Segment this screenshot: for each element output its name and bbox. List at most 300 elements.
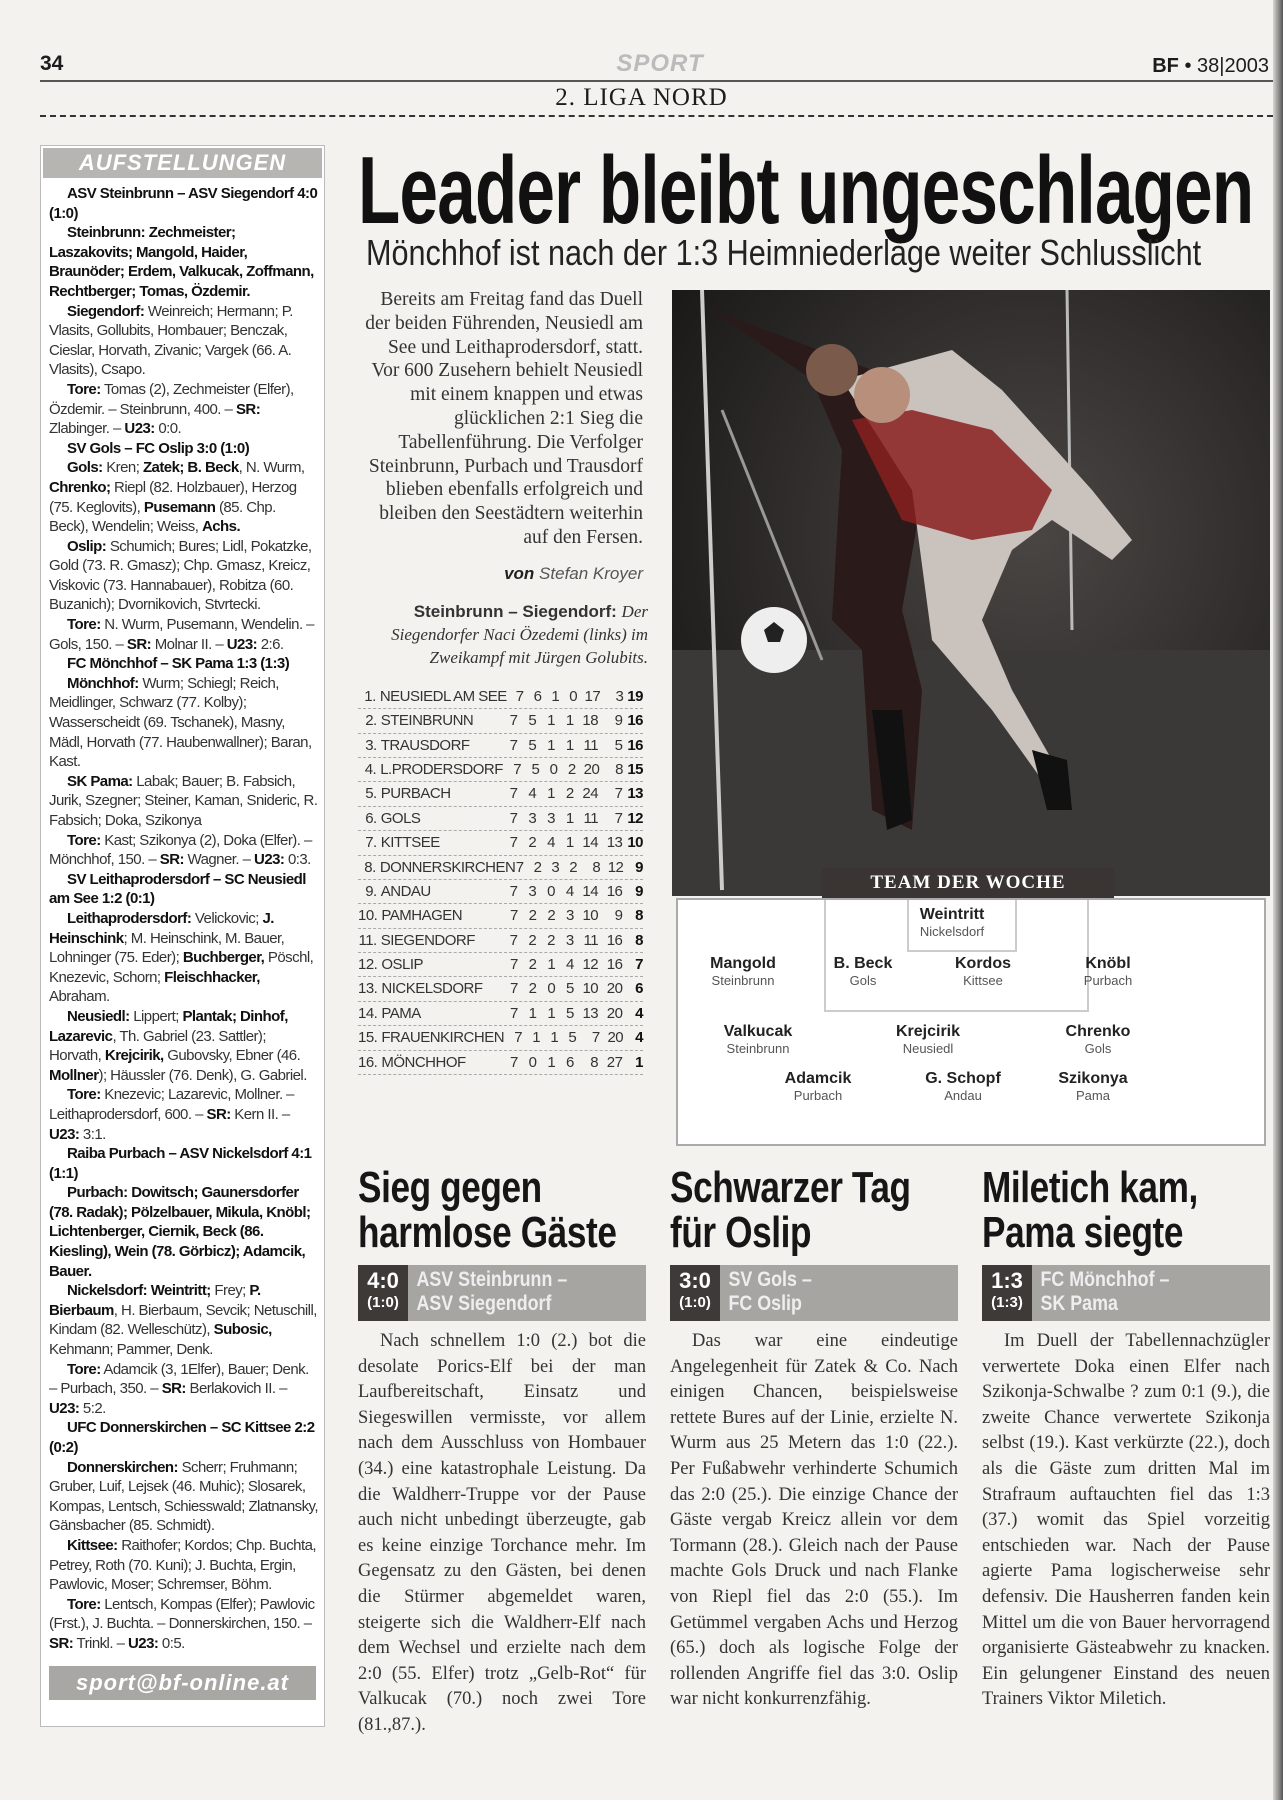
played: 7	[509, 1004, 518, 1022]
goals-against: 20	[606, 1004, 623, 1022]
goals-against: 5	[614, 736, 623, 754]
team-of-week-player	[1033, 1023, 1163, 1057]
lineup-text: Berlakovich II. –	[185, 1380, 287, 1398]
lineup-bold-text: Tore:	[67, 1360, 101, 1378]
lineup-paragraph	[49, 184, 318, 223]
lineup-paragraph	[49, 1418, 318, 1457]
player-club: Neusiedl	[902, 1041, 954, 1056]
lineup-bold-text: Nickelsdorf: Weintritt;	[67, 1282, 211, 1300]
lineup-text: Lippert;	[129, 1007, 183, 1025]
lineup-text: Wagner. –	[183, 851, 255, 869]
lineup-text: 0:3.	[284, 851, 311, 869]
rank: 6.	[365, 809, 377, 827]
rank: 1.	[364, 687, 376, 705]
lineup-paragraph	[49, 1281, 318, 1359]
team-name: ANDAU	[380, 882, 431, 900]
score-bar	[670, 1265, 958, 1321]
intro-text: Bereits am Freitag fand das Duell der beiden Führenden, Neusiedl am See und Leithaprodersdorf, statt. Vor 600 Zusehern behielt Neusiedl mit einem knappen und etwas glücklichen 2:1 Sieg die Tabellenführung. Die Verfolger Steinbrunn, Purbach und Trausdorf blieben ebenfalls erfolgreich und bleiben den Seestädtern weiterhin auf den Fersen.	[365, 289, 643, 548]
losses: 4	[566, 956, 574, 974]
lineup-bold-text: Raiba Purbach – ASV Nickelsdorf 4:1 (1:1)	[49, 1145, 312, 1182]
lineup-paragraph	[49, 1007, 318, 1085]
report-text: Das war eine eindeutige Angelegenheit für Zatek & Co. Nach einigen Chancen, beispielsweise rettete Bures auf der Linie, erzielte N. Wurm aus 25 Metern das 1:0 (22.). Per Fußabwehr verhinderte Schumich das 2:0 (25.). Die einzige Chance der Gäste vergab Kreicz allein vor dem Tormann (28.). Gleich nach der Pause machte Gols Druck und nach Flanke von Riepl fiel das 2:0 (55.). Im Getümmel vergaben Achs und Herzog (65.) doch als logische Folge der rollenden Angriffe fiel das 3:0. Oslip war nicht konkurrenzfähig.	[670, 1331, 958, 1710]
halftime-score: (1:0)	[679, 1294, 711, 1311]
lineup-text: Pöschl, Knezevic, Schorn;	[49, 949, 314, 986]
lineup-paragraph	[49, 458, 318, 536]
player-club: Purbach	[1083, 973, 1133, 988]
losses: 2	[565, 785, 574, 803]
team-name: KITTSEE	[380, 834, 440, 852]
played: 7	[514, 1029, 523, 1047]
wins: 5	[531, 760, 540, 778]
lineup-text: Wurm; Schiegl; Reich, Meidlinger, Schwarz (77. Kolby); Wasserscheidt (69. Tschanek), Masny, Mädl, Horvath (77. Haubenwallner); Baran, Kast.	[49, 674, 312, 771]
lineup-text: Velickovic;	[191, 909, 263, 927]
lineup-bold-text: UFC Donnerskirchen – SC Kittsee 2:2 (0:2)	[49, 1419, 315, 1456]
lineup-bold-text: U23:	[49, 1399, 80, 1417]
wins: 1	[528, 1004, 537, 1022]
issue-info: BF • 38|2003	[1152, 55, 1269, 77]
player-name: Mangold	[710, 955, 776, 972]
lineup-paragraph	[49, 223, 318, 301]
header-rule	[40, 80, 1273, 82]
lineup-bold-text: Tore:	[67, 616, 101, 634]
lineup-text: Trinkl. –	[73, 1634, 128, 1652]
player-club: Gols	[849, 973, 877, 988]
losses: 5	[566, 980, 574, 998]
losses: 6	[566, 1053, 574, 1071]
main-headline: Leader bleibt ungeschlagen	[358, 137, 1254, 244]
goals-for: 11	[583, 931, 599, 949]
team-name: PURBACH	[380, 785, 451, 803]
player-club: Steinbrunn	[711, 973, 775, 988]
goals-for: 10	[582, 907, 599, 925]
lineup-paragraph	[49, 615, 318, 654]
away-team: ASV Siegendorf	[416, 1292, 552, 1315]
lineup-text: Zlabinger. –	[49, 420, 125, 438]
goals-for: 11	[583, 809, 599, 827]
lineup-bold-text: SR:	[126, 635, 152, 653]
lineup-bold-text: ASV Steinbrunn – ASV Siegendorf 4:0 (1:0)	[49, 185, 318, 222]
lineup-bold-text: P. Bierbaum	[49, 1282, 261, 1319]
rank: 14.	[358, 1004, 378, 1022]
lineup-bold-text: Purbach: Dowitsch; Gaunersdorfer (78. Radak); Pölzelbauer, Mikula, Knöbl; Lichtenberger, Ciernik, Beck (86. Kiesling), Wein (78. Görbicz); Adamcik, Bauer.	[49, 1184, 311, 1280]
wins: 1	[532, 1029, 541, 1047]
lineup-text: 5:2.	[79, 1399, 106, 1417]
lineup-text: ); Häussler (76. Denk), G. Gabriel.	[98, 1066, 307, 1084]
final-score: 4:0	[367, 1268, 399, 1293]
home-team: ASV Steinbrunn –	[416, 1268, 568, 1291]
played: 7	[509, 956, 518, 974]
played: 7	[509, 712, 518, 730]
points: 9	[635, 858, 643, 876]
lineup-text: Raithofer; Kordos; Chp. Buchta, Petrey, Roth (70. Kuni); J. Buchta, Ergin, Pawlovic, Moser; Schremser, Böhm.	[49, 1536, 316, 1594]
lineup-bold-text: SV Leithaprodersdorf – SC Neusiedl am See 1:2 (0:1)	[49, 870, 306, 908]
team-name: STEINBRUNN	[380, 712, 474, 730]
rank: 11.	[358, 931, 377, 949]
lineup-paragraph	[49, 1458, 318, 1536]
lineup-bold-text: Mollner	[49, 1066, 99, 1084]
lineup-bold-text: Kittsee:	[67, 1536, 118, 1554]
lineup-bold-text: SK Pama:	[67, 772, 133, 790]
lineup-bold-text: Oslip:	[67, 537, 107, 555]
draws: 1	[550, 1029, 559, 1047]
lineup-text: Knezevic; Lazarevic, Mollner. – Leithaprodersdorf, 600. –	[49, 1086, 294, 1123]
played: 7	[509, 785, 518, 803]
score-box	[670, 1265, 720, 1321]
played: 7	[509, 736, 518, 754]
losses: 4	[565, 882, 574, 900]
goals-for: 14	[582, 834, 599, 852]
lineup-paragraph	[49, 654, 318, 674]
played: 7	[509, 809, 518, 827]
score-box	[982, 1265, 1032, 1321]
away-team: FC Oslip	[728, 1292, 802, 1315]
standings-row	[358, 1002, 643, 1026]
match-teams	[1032, 1265, 1169, 1321]
byline-prefix: von	[504, 563, 535, 583]
lineup-text: , Th. Gabriel (23. Sattler); Horvath,	[49, 1027, 266, 1065]
wins: 0	[528, 1053, 537, 1071]
losses: 3	[565, 931, 574, 949]
lineup-bold-text: SR:	[161, 1380, 186, 1398]
team-of-week-player	[1043, 955, 1173, 989]
goals-against: 20	[606, 980, 623, 998]
lineup-text: Kern II. –	[230, 1105, 290, 1123]
lineup-bold-text: Leithaprodersdorf:	[67, 909, 192, 927]
lineup-text: Labak; Bauer; B. Fabsich, Jurik, Szegner; Steiner, Kaman, Snideric, R. Fabsich; Doka, Szikonya	[49, 772, 318, 829]
lineup-bold-text: Chrenko;	[49, 478, 111, 496]
draws: 1	[547, 736, 555, 754]
goals-against: 9	[614, 712, 623, 730]
goals-for: 24	[582, 785, 599, 803]
dashed-rule	[40, 115, 1283, 117]
wins: 2	[528, 931, 537, 949]
report-text: Nach schnellem 1:0 (2.) bot die desolate Porics-Elf bei der man Laufbereitschaft, Einsatz und Siegeswillen vermisste, vor allem nach dem Ausschluss von Hombauer (34.) eine katastrophale Leistung. Da die Waldherr-Truppe vor der Pause auch nicht unbedingt überzeugte, gab es keine einzige Torchance mehr. Im Gegensatz zu den Gästen, bei denen die Stürmer abgemeldet waren, steigerte sich die Waldherr-Elf nach dem Wechsel und erzielte nach dem 2:0 (55. Elfer) trotz „Gelb-Rot“ für Valkucak (70.) noch zwei Tore (81.,87.).	[358, 1331, 646, 1735]
lineup-bold-text: U23:	[226, 635, 258, 653]
lineup-text: , N. Wurm,	[238, 459, 305, 477]
team-of-week-player	[863, 1023, 993, 1057]
wins: 5	[528, 736, 537, 754]
team-of-week-box	[676, 898, 1266, 1146]
goals-against: 13	[606, 834, 623, 852]
lineup-text: N. Wurm, Pusemann, Wendelin. – Gols, 150. –	[49, 616, 314, 653]
lineup-paragraph	[49, 1085, 318, 1144]
rank: 4.	[364, 760, 377, 778]
lineup-bold-text: Pusemann	[143, 498, 216, 516]
losses: 1	[565, 809, 574, 827]
losses: 5	[568, 1029, 577, 1047]
rank: 3.	[365, 736, 377, 754]
draws: 0	[547, 882, 555, 900]
lineup-text: 2:6.	[257, 635, 284, 653]
lineup-paragraph	[49, 1536, 318, 1595]
lineup-text: Kren;	[102, 459, 143, 477]
lineup-paragraph	[49, 439, 318, 459]
goals-for: 13	[582, 1004, 599, 1022]
losses: 2	[567, 760, 576, 778]
losses: 3	[566, 907, 574, 925]
goals-for: 14	[582, 882, 599, 900]
standings-row	[358, 929, 643, 953]
rank: 12.	[358, 956, 378, 974]
standings-row	[358, 953, 643, 977]
goals-for: 18	[582, 712, 599, 730]
player-name: Kordos	[955, 955, 1011, 972]
score-box	[358, 1265, 408, 1321]
league-title: 2. LIGA NORD	[555, 84, 728, 111]
losses: 0	[569, 687, 578, 705]
match-photo	[672, 290, 1270, 896]
score-bar	[982, 1265, 1270, 1321]
team-name: MÖNCHHOF	[381, 1053, 466, 1071]
team-name: NICKELSDORF	[381, 980, 483, 998]
lineup-bold-text: Donnerskirchen:	[67, 1458, 178, 1476]
lineup-text: Adamcik (3, 1Elfer), Bauer; Denk. – Purbach, 350. –	[49, 1360, 309, 1398]
final-score: 3:0	[679, 1268, 711, 1293]
played: 7	[509, 1053, 518, 1071]
wins: 2	[533, 858, 542, 876]
issue-number: 38	[1197, 55, 1220, 77]
player-name: Szikonya	[1058, 1070, 1128, 1087]
played: 7	[509, 834, 518, 852]
lineup-text: Kehmann; Pammer, Denk.	[49, 1341, 213, 1359]
lineup-bold-text: SR:	[49, 1634, 74, 1652]
goals-for: 10	[582, 980, 599, 998]
away-team: SK Pama	[1040, 1292, 1118, 1315]
lineup-bold-text: SV Gols – FC Oslip 3:0 (1:0)	[67, 439, 250, 457]
player-name: G. Schopf	[925, 1070, 1001, 1087]
section-title: SPORT	[616, 50, 704, 77]
points: 8	[635, 931, 644, 949]
wins: 2	[528, 956, 537, 974]
goals-for: 8	[590, 1053, 599, 1071]
page-edge	[1273, 0, 1283, 1800]
played: 7	[513, 760, 522, 778]
wins: 3	[528, 882, 537, 900]
draws: 3	[551, 858, 560, 876]
report-headline: Schwarzer Tag für Oslip	[670, 1163, 911, 1257]
team-of-week-player	[798, 955, 928, 989]
standings-row	[358, 685, 643, 709]
match-teams	[408, 1265, 567, 1321]
halftime-score: (1:3)	[991, 1294, 1023, 1311]
lineup-bold-text: Steinbrunn: Zechmeister; Laszakovits; Mangold, Haider, Braunöder; Erdem, Valkucak, Zoffmann, Rechtberger; Tomas, Özdemir.	[49, 224, 314, 300]
team-of-week-player	[678, 955, 808, 989]
points: 4	[635, 1004, 643, 1022]
team-name: OSLIP	[381, 956, 424, 974]
team-name: DONNERSKIRCHEN	[379, 858, 516, 876]
lineup-text: (85. Chp. Beck), Wendelin; Weiss,	[49, 498, 276, 536]
match-report	[358, 1165, 646, 1739]
wins: 2	[528, 980, 537, 998]
played: 7	[509, 931, 518, 949]
lineup-text: 0:0.	[154, 420, 182, 438]
rank: 15.	[358, 1029, 378, 1047]
goals-for: 11	[583, 736, 599, 754]
wins: 4	[528, 785, 537, 803]
points: 12	[627, 809, 644, 827]
lineup-bold-text: Subosic,	[213, 1321, 272, 1339]
lineup-paragraph	[49, 1144, 318, 1183]
lineup-bold-text: Zatek; B. Beck	[142, 459, 239, 477]
wins: 5	[528, 712, 537, 730]
rank: 2.	[365, 712, 377, 730]
match-teams	[720, 1265, 812, 1321]
wins: 2	[528, 834, 537, 852]
lineup-text: Lentsch, Kompas (Elfer); Pawlovic (Frst.), J. Buchta. – Donnerskirchen, 150. –	[49, 1595, 315, 1633]
lineup-bold-text: SR:	[206, 1105, 231, 1123]
lineup-text: Molnar II. –	[151, 635, 227, 653]
lineup-text: 3:1.	[79, 1125, 106, 1143]
lineup-text: 0:5.	[158, 1634, 185, 1652]
wins: 3	[528, 809, 537, 827]
score-bar	[358, 1265, 646, 1321]
main-subheadline: Mönchhof ist nach der 1:3 Heimniederlage weiter Schlusslicht	[366, 232, 1202, 273]
standings-row	[358, 1051, 643, 1075]
lineup-text: ; M. Heinschink, M. Bauer, Lohninger (75. Eder);	[49, 929, 285, 967]
standings-row	[358, 807, 643, 831]
goals-against: 3	[615, 687, 624, 705]
lineup-paragraph	[49, 1595, 318, 1654]
lineup-bold-text: J. Heinschink	[49, 909, 274, 947]
player-name: Krejcirik	[895, 1023, 961, 1040]
team-of-week-player	[918, 955, 1048, 989]
draws: 2	[547, 931, 555, 949]
lineup-paragraph	[49, 537, 318, 615]
played: 7	[515, 858, 524, 876]
match-report	[982, 1165, 1270, 1713]
lineup-bold-text: FC Mönchhof – SK Pama 1:3 (1:3)	[67, 655, 290, 673]
lineup-bold-text: Mönchhof:	[67, 674, 139, 692]
draws: 0	[547, 980, 556, 998]
draws: 2	[547, 907, 556, 925]
page-number: 34	[40, 52, 64, 75]
team-name: L.PRODERSDORF	[380, 760, 503, 778]
lineup-text: Abraham.	[49, 988, 110, 1006]
lineup-text: Tomas (2), Zechmeister (Elfer), Özdemir. – Steinbrunn, 400. –	[49, 380, 294, 418]
team-of-week-title: TEAM DER WOCHE	[822, 868, 1114, 898]
points: 1	[635, 1053, 643, 1071]
losses: 2	[569, 858, 578, 876]
team-name: PAMA	[381, 1004, 421, 1022]
draws: 4	[547, 834, 555, 852]
lineup-text: Frey;	[210, 1282, 250, 1300]
standings-row	[358, 758, 643, 782]
standings-row	[358, 977, 643, 1001]
rank: 10.	[358, 907, 378, 925]
player-name: Chrenko	[1065, 1023, 1131, 1040]
standings-row	[358, 734, 643, 758]
team-of-week-player	[1028, 1070, 1158, 1104]
lineup-paragraph	[49, 1183, 318, 1281]
publication-name: BF	[1152, 55, 1179, 77]
player-club: Kittsee	[963, 973, 1003, 988]
standings-row	[358, 880, 643, 904]
draws: 0	[549, 760, 558, 778]
played: 7	[509, 980, 518, 998]
caption-bold: Steinbrunn – Siegendorf:	[413, 601, 617, 621]
points: 16	[627, 712, 644, 730]
lineup-bold-text: Achs.	[201, 518, 241, 536]
draws: 1	[547, 1053, 556, 1071]
player-club: Pama	[1076, 1088, 1110, 1103]
lineup-bold-text: Neusiedl:	[67, 1007, 130, 1025]
goals-against: 16	[606, 956, 623, 974]
goals-for: 8	[592, 858, 601, 876]
lineup-bold-text: Tore:	[67, 1595, 101, 1613]
goals-for: 17	[584, 687, 601, 705]
draws: 1	[547, 785, 555, 803]
lineup-paragraph	[49, 380, 318, 439]
lineups-box	[40, 145, 325, 1727]
rank: 13.	[358, 980, 378, 998]
goals-for: 12	[582, 956, 599, 974]
losses: 1	[565, 834, 574, 852]
points: 7	[635, 956, 643, 974]
team-name: GOLS	[380, 809, 421, 827]
losses: 1	[565, 736, 574, 754]
lineup-bold-text: Fleischhacker,	[164, 968, 260, 986]
player-name: B. Beck	[833, 955, 893, 972]
draws: 1	[547, 1004, 556, 1022]
lineup-bold-text: Buchberger,	[182, 949, 265, 967]
match-report	[670, 1165, 958, 1713]
lineup-text: Gubovsky, Ebner (46.	[163, 1047, 301, 1065]
player-club: Andau	[944, 1088, 982, 1103]
lineup-bold-text: Plantak; Dinhof, Lazarevic	[49, 1007, 288, 1045]
draws: 1	[547, 956, 556, 974]
player-club: Purbach	[793, 1088, 843, 1103]
wins: 2	[528, 907, 537, 925]
lineup-text: , H. Bierbaum, Sevcik; Netuschill, Kindam (82. Welleschütz),	[49, 1301, 317, 1339]
rank: 8.	[364, 858, 376, 876]
draws: 3	[547, 809, 555, 827]
goals-against: 16	[606, 931, 623, 949]
byline-author: Stefan Kroyer	[539, 563, 643, 583]
team-of-week-player	[693, 1023, 823, 1057]
player-name: Weintritt	[919, 906, 985, 923]
lineup-bold-text: Tore:	[67, 380, 101, 398]
email-link[interactable]: sport@bf-online.at	[49, 1666, 316, 1700]
points: 19	[627, 687, 643, 705]
goals-against: 27	[606, 1053, 623, 1071]
points: 9	[635, 882, 644, 900]
team-of-week-player	[898, 1070, 1028, 1104]
report-text: Im Duell der Tabellennachzügler verwertete Doka einen Elfer nach Szikonja-Schwalbe ? zum 0:1 (9.), die zweite Chance verwertete Szikonja selbst (19.). Kast verkürzte (22.), doch als die Gäste zum dritten Mal im Strafraum auftauchten fiel das 1:3 (37.) womit das Spiel vorzeitig entschieden war. Nach der Pause agierte Pama logischerweise sehr defensiv. Die Hausherren fanden kein Mittel um die von Bauer hervorragend organisierte Gästeabwehr zu knacken. Ein gelungener Einstand des neuen Trainers Viktor Miletich.	[982, 1331, 1270, 1710]
lineup-bold-text: U23:	[254, 851, 285, 869]
lineup-paragraph	[49, 772, 318, 831]
points: 6	[635, 980, 643, 998]
player-club: Gols	[1084, 1041, 1112, 1056]
points: 10	[627, 834, 644, 852]
caption-text: Der Siegendorfer Naci Özedemi (links) im Zweikampf mit Jürgen Golubits.	[391, 601, 648, 667]
player-name: Knöbl	[1085, 955, 1131, 972]
goals-against: 9	[614, 907, 623, 925]
goals-for: 7	[591, 1029, 600, 1047]
lineup-text: Scherr; Fruhmann; Gruber, Luif, Lejsek (46. Muhic); Slosarek, Kompas, Lentsch, Schiesswald; Zlatnansky, Gänsbacher (85. Schmidt).	[49, 1458, 318, 1535]
goals-against: 12	[607, 858, 624, 876]
photo-caption	[358, 600, 648, 669]
middle-column	[358, 288, 648, 1075]
points: 15	[627, 760, 644, 778]
points: 4	[635, 1029, 643, 1047]
lineup-paragraph	[49, 870, 318, 909]
final-score: 1:3	[991, 1268, 1023, 1293]
lineup-bold-text: U23:	[128, 1634, 159, 1652]
team-name: SIEGENDORF	[380, 931, 475, 949]
rank: 5.	[365, 785, 377, 803]
player-club: Nickelsdorf	[919, 924, 985, 939]
home-team: SV Gols –	[728, 1268, 812, 1291]
